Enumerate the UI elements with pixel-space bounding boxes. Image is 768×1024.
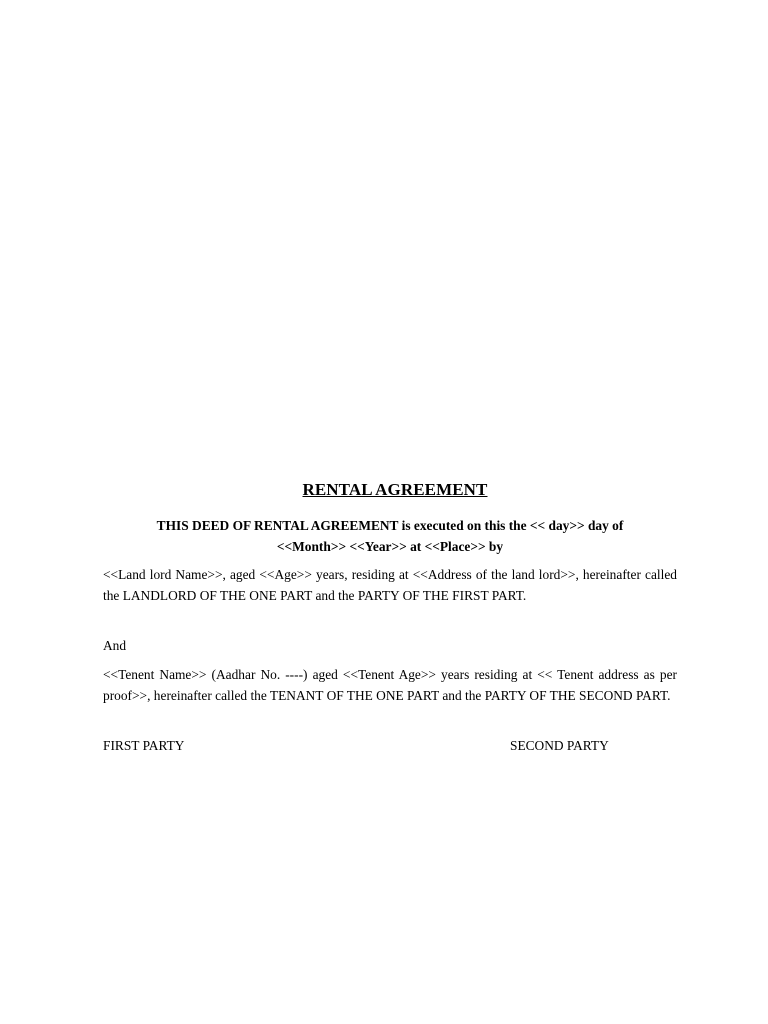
deed-statement <box>103 515 677 557</box>
first-party-signature-label: FIRST PARTY <box>103 738 185 753</box>
second-party-signature-label: SECOND PARTY <box>510 738 609 753</box>
and-text: And <box>103 638 127 653</box>
tenant-paragraph: <<Tenent Name>> (Aadhar No. ----) aged <<Tenent Age>> years residing at << Tenent address as per proof>>, hereinafter called the TENANT OF THE ONE PART and the PARTY OF THE SECOND PART. <box>103 667 677 703</box>
deed-line-1: THIS DEED OF RENTAL AGREEMENT is executed on this the << day>> day of <box>156 518 624 533</box>
deed-line-2: <<Month>> <<Year>> at <<Place>> by <box>276 539 504 554</box>
document-title: RENTAL AGREEMENT <box>302 480 488 499</box>
landlord-paragraph: <<Land lord Name>>, aged <<Age>> years, residing at <<Address of the land lord>>, hereinafter called the LANDLORD OF THE ONE PART and the PARTY OF THE FIRST PART. <box>103 567 677 603</box>
